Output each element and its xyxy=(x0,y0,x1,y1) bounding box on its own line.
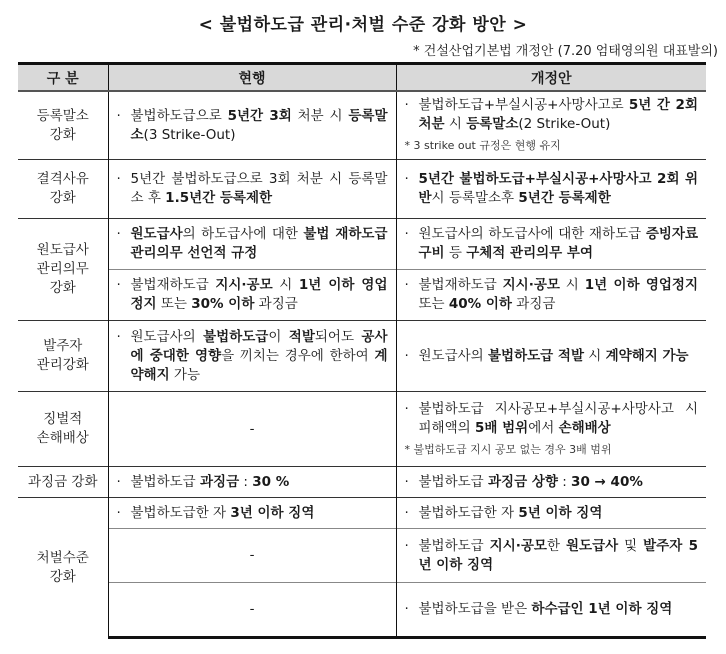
revised-cell: · 5년간 불법하도급+부실시공+사망사고 2회 위반시 등록말소후 5년간 등록제한 xyxy=(396,160,706,219)
emphasis-text: 적발 xyxy=(288,328,315,345)
current-cell: - xyxy=(108,392,396,467)
bullet-icon: · xyxy=(404,473,409,490)
emphasis-text: 1년 이하 영업정지 xyxy=(130,277,388,312)
emphasis-text: 발주자 5년 이하 징역 xyxy=(418,537,699,573)
current-cell: - xyxy=(108,529,396,583)
emphasis-text: 불법 재하도급 관리의무 선언적 규정 xyxy=(130,226,388,261)
category-label: 등록말소 xyxy=(36,107,89,124)
header-current: 현행 xyxy=(108,64,396,92)
page-title: < 불법하도급 관리·처벌 수준 강화 방안 > xyxy=(198,15,528,35)
emphasis-text: 5년 간 2회 처분 xyxy=(418,97,698,132)
category-cell xyxy=(18,160,108,219)
emphasis-text: 원도급사 xyxy=(130,226,183,242)
emphasis-text: 등록말소 xyxy=(466,116,519,132)
emphasis-text: 5배 범위 xyxy=(474,419,529,436)
category-label: 결격사유 xyxy=(36,171,89,187)
table-row xyxy=(18,270,706,321)
table-row xyxy=(18,392,706,467)
bullet-icon: · xyxy=(404,400,409,417)
bullet-icon: · xyxy=(116,171,121,187)
current-cell: · 불법하도급 과징금 : 30 % xyxy=(108,467,396,498)
emphasis-text: 5년 이하 징역 xyxy=(518,504,603,521)
category-label: 관리강화 xyxy=(36,357,89,373)
revised-footnote: * 불법하도급 지시 공모 없는 경우 3배 범위 xyxy=(404,442,612,456)
emphasis-text: 원도급사 xyxy=(565,537,619,554)
category-cell xyxy=(18,467,108,498)
revised-cell: · 불법하도급+부실시공+사망사고로 5년 간 2회 처분 시 등록말소(2 Strike-Out) * 3 strike out 규정은 현행 유지 xyxy=(396,91,706,160)
table-row xyxy=(18,583,706,638)
category-label: 손해배상 xyxy=(36,430,89,446)
emphasis-text: 5년간 불법하도급+부실시공+사망사고 2회 위반 xyxy=(418,171,698,206)
table-row xyxy=(18,219,706,270)
category-label: 관리의무 xyxy=(36,261,89,277)
revised-cell: · 불법재하도급 지시·공모 시 1년 이하 영업정지 또는 40% 이하 과징금 xyxy=(396,270,706,321)
bullet-icon: · xyxy=(404,277,409,293)
emphasis-text: 손해배상 xyxy=(558,419,611,436)
revised-cell: · 불법하도급 지사공모+부실시공+사망사고 시 피해액의 5배 범위에서 손해배상 * 불법하도급 지시 공모 없는 경우 3배 범위 xyxy=(396,392,706,467)
table-row xyxy=(18,91,706,160)
category-label: 강화 xyxy=(49,280,76,296)
category-cell xyxy=(18,392,108,467)
emphasis-text: 30% 이하 xyxy=(191,296,255,312)
emphasis-text: 지시·공모 xyxy=(502,277,560,293)
bullet-icon: · xyxy=(116,473,121,490)
emphasis-text: 구체적 관리의무 부여 xyxy=(466,245,593,261)
category-label: 원도급사 xyxy=(36,242,89,258)
emphasis-text: 30 % xyxy=(252,473,290,490)
bullet-icon: · xyxy=(404,97,409,113)
current-cell: · 불법하도급한 자 3년 이하 징역 xyxy=(108,498,396,529)
category-cell xyxy=(18,91,108,160)
category-label: 징벌적 xyxy=(43,411,83,427)
header-category: 구 분 xyxy=(18,64,108,92)
emphasis-text: 1.5년간 등록제한 xyxy=(165,190,273,206)
revised-cell: · 원도급사의 불법하도급 적발 시 계약해지 가능 xyxy=(396,321,706,392)
bullet-icon: · xyxy=(116,504,121,521)
bullet-icon: · xyxy=(116,328,121,345)
emphasis-text: 지시·공모 xyxy=(489,537,547,554)
category-label: 처벌수준 xyxy=(36,549,89,566)
current-cell: · 불법재하도급 지시·공모 시 1년 이하 영업정지 또는 30% 이하 과징금 xyxy=(108,270,396,321)
table-row xyxy=(18,498,706,529)
emphasis-text: 5년간 3회 xyxy=(227,107,292,124)
emphasis-text: 지시·공모 xyxy=(215,277,273,293)
emphasis-text: 증빙자료 구비 xyxy=(418,226,698,261)
current-cell: - xyxy=(108,583,396,638)
emphasis-text: 5년간 등록제한 xyxy=(518,190,611,206)
revised-cell: · 불법하도급 지시·공모한 원도급사 및 발주자 5년 이하 징역 xyxy=(396,529,706,583)
comparison-table xyxy=(18,62,706,639)
header-revised: 개정안 xyxy=(396,64,706,92)
revised-cell: · 불법하도급을 받은 하수급인 1년 이하 징역 xyxy=(396,583,706,638)
bullet-icon: · xyxy=(404,601,409,617)
category-label: 발주자 xyxy=(43,338,83,354)
bullet-icon: · xyxy=(404,504,409,521)
emphasis-text: 계약해지 가능 xyxy=(605,347,689,364)
revised-cell: · 원도급사의 하도급사에 대한 재하도급 증빙자료 구비 등 구체적 관리의무 부여 xyxy=(396,219,706,270)
source-note: * 건설산업기본법 개정안 (7.20 엄태영의원 대표발의) xyxy=(413,44,718,59)
category-label: 강화 xyxy=(49,568,76,585)
current-cell: · 원도급사의 불법하도급이 적발되어도 공사에 중대한 영향을 끼치는 경우에 한하여 계약해지 가능 xyxy=(108,321,396,392)
revised-cell: · 불법하도급 과징금 상향 : 30 → 40% xyxy=(396,467,706,498)
emphasis-text: 과징금 상향 xyxy=(488,473,558,490)
revised-footnote: * 3 strike out 규정은 현행 유지 xyxy=(404,139,561,152)
emphasis-text: 1년 이하 영업정지 xyxy=(584,277,698,293)
emphasis-text: 공사에 중대한 영향 xyxy=(130,328,388,364)
bullet-icon: · xyxy=(404,226,409,242)
emphasis-text: 하수급인 1년 이하 징역 xyxy=(531,601,673,617)
category-label: 강화 xyxy=(49,126,76,143)
category-cell xyxy=(18,321,108,392)
emphasis-text: 불법하도급 적발 xyxy=(488,347,584,364)
emphasis-text: 등록말소 xyxy=(130,107,388,143)
bullet-icon: · xyxy=(116,226,121,242)
category-label: 강화 xyxy=(49,190,76,206)
category-cell xyxy=(18,219,108,321)
bullet-icon: · xyxy=(404,537,409,554)
current-cell: · 불법하도급으로 5년간 3회 처분 시 등록말소(3 Strike-Out) xyxy=(108,91,396,160)
emphasis-text: 계약해지 xyxy=(130,347,388,383)
category-cell xyxy=(18,498,108,638)
current-cell: · 5년간 불법하도급으로 3회 처분 시 등록말소 후 1.5년간 등록제한 xyxy=(108,160,396,219)
bullet-icon: · xyxy=(116,107,121,124)
emphasis-text: 과징금 xyxy=(200,473,240,490)
category-label: 과징금 강화 xyxy=(28,473,98,490)
bullet-icon: · xyxy=(404,347,409,364)
emphasis-text: 3년 이하 징역 xyxy=(230,504,315,521)
table-row xyxy=(18,160,706,219)
table-row xyxy=(18,321,706,392)
revised-cell: · 불법하도급한 자 5년 이하 징역 xyxy=(396,498,706,529)
emphasis-text: 불법하도급 xyxy=(203,328,269,345)
table-header-row xyxy=(18,64,706,92)
current-cell: · 원도급사의 하도급사에 대한 불법 재하도급 관리의무 선언적 규정 xyxy=(108,219,396,270)
bullet-icon: · xyxy=(116,277,121,293)
table-row xyxy=(18,529,706,583)
bullet-icon: · xyxy=(404,171,409,187)
emphasis-text: 30 → 40% xyxy=(571,473,643,490)
emphasis-text: 40% 이하 xyxy=(448,296,512,312)
table-row xyxy=(18,467,706,498)
